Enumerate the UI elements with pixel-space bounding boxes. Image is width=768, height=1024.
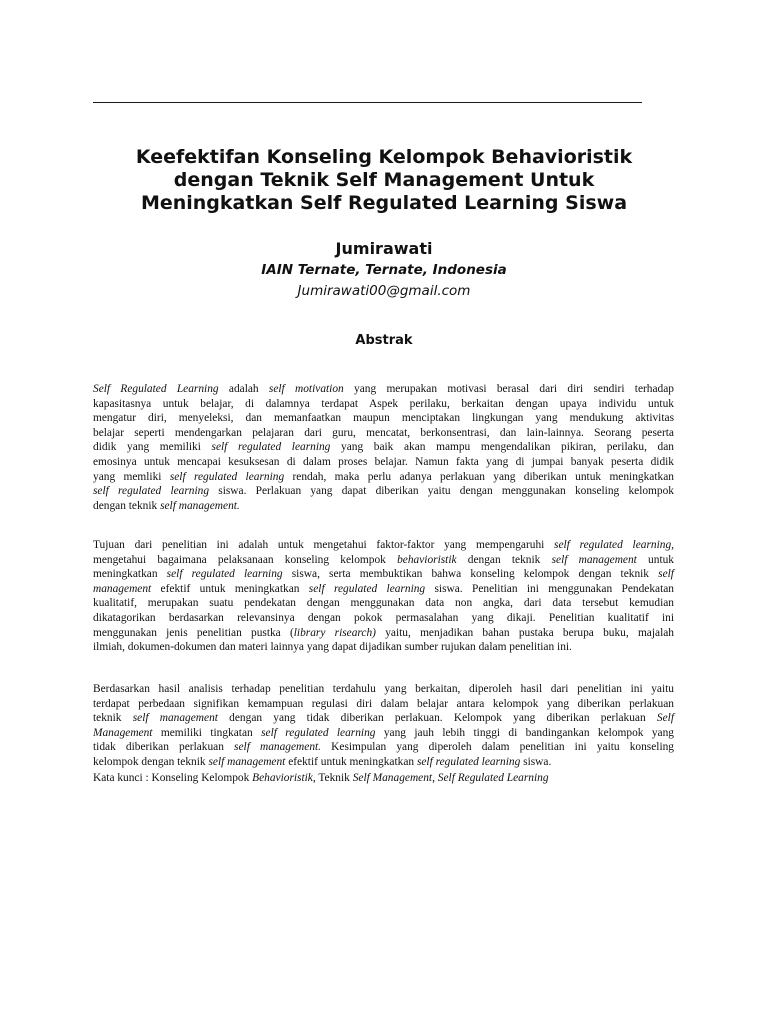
italic-term: Self Regulated Learning [93,383,219,395]
italic-term: self management. [234,741,322,754]
text-run: yang baik akan mampu mengendalikan pikiran, perilaku, dan [330,441,674,454]
italic-term: self regulated learning [169,470,285,483]
paragraph-line [93,382,674,397]
author-name: Jumirawati [335,239,433,258]
italic-term: Management [93,726,153,739]
abstract-paragraph [93,682,674,770]
title-line: Keefektifan Konseling Kelompok Behavioristik [135,146,633,168]
text-run: adalah [218,383,269,395]
text-run: didik yang memiliki [93,441,212,454]
paragraph-line [93,711,674,726]
text-run: siswa, serta membuktikan bahwa konseling kelompok dengan teknik [282,568,659,581]
text-run: siswa. Perlakuan yang dapat diberikan yaitu dengan menggunakan konseling kelompok [209,485,674,498]
author-affiliation: IAIN Ternate, Ternate, Indonesia [261,262,507,278]
paragraph-line [93,455,674,470]
text-run: kualitatif, merupakan suatu pendekatan dengan menggunakan data non angka, dari data tersebut kemudian [93,597,674,610]
italic-term: self motivation [268,383,344,395]
paragraph-line [93,611,674,626]
text-run: tidak diberikan perlakuan [93,741,235,754]
header-rule [93,102,642,103]
italic-term: self regulated learning [261,726,376,739]
text-run: rendah, maka perlu adanya perlakuan yang diberikan untuk meningkatkan [284,470,674,483]
text-run: yang jauh lebih tinggi di bandingankan kelompok yang [375,726,674,739]
text-run: yaitu, menjadikan bahan pustaka berupa buku, majalah [375,626,675,639]
italic-term: self management [132,712,218,725]
paragraph-line [93,553,674,568]
paragraph-line [93,484,674,499]
paragraph-line [93,397,674,412]
italic-term: self regulated learning [416,755,521,768]
italic-term: Self Management [352,772,433,784]
text-run: kapasitasnya untuk belajar, di dalamnya terdapat Aspek perilaku, berkaitan dengan upaya individu untuk [93,397,674,410]
text-run: Berdasarkan hasil analisis terhadap penelitian terdahulu yang berkaitan, diperoleh hasil dari penelitian ini yaitu [93,683,674,695]
italic-term: self regulated learning [308,582,426,595]
paragraph-line [93,682,674,697]
keywords-line [93,771,674,786]
text-run: kelompok dengan teknik [93,755,209,768]
paragraph-line [93,626,674,641]
abstract-heading: Abstrak [355,333,413,348]
text-run: teknik [93,712,133,725]
paragraph-line [93,499,674,514]
paragraph-line [93,640,674,655]
paper-title [90,146,678,215]
italic-term: self [658,568,674,581]
text-run: dengan teknik [93,499,161,512]
paragraph-line [93,740,674,755]
text-run: siswa. Penelitian ini menggunakan Pendekatan [425,582,674,595]
text-run: efektif untuk meningkatkan [151,582,309,595]
italic-term: self regulated learning [166,568,283,581]
abstract-paragraph [93,538,674,655]
paragraph-line [93,426,674,441]
text-run: Kesimpulan yang diperoleh dalam penelitian ini yaitu konseling [321,741,675,754]
text-run: mengatur diri, menyeleksi, dan memanfaatkan maupun menciptakan lingkungan yang mendukung aktivitas [93,412,674,425]
text-run: terdapat perbedaan signifikan kemampuan regulasi diri dalam belajar antara kelompok yang diberikan perlakuan [93,697,674,710]
text-run: , [432,772,438,784]
paragraph-line [93,697,674,712]
text-run: mengetahui bagaimana pelaksanaan konseling kelompok [93,553,398,566]
italic-term: Behavioristik [252,772,313,784]
paragraph-line [93,411,674,426]
text-run: yang memliki [93,470,170,483]
paragraph-line [93,567,674,582]
author-email: Jumirawati00@gmail.com [297,283,471,299]
text-run: ilmiah, dokumen-dokumen dan materi lainnya yang dapat dijadikan sumber rujukan dalam penelitian ini. [93,641,572,654]
text-run: untuk [636,553,675,566]
italic-term: Self [656,712,674,725]
text-run: dengan yang tidak diberikan perlakuan. Kelompok yang diberikan perlakuan [217,712,657,725]
italic-term: self regulated learning [211,441,331,454]
text-run: meningkatkan [93,568,167,581]
paragraph-line [93,440,674,455]
text-run: belajar seperti mendengarkan pelajaran dari guru, mencatat, berkonsentrasi, dan lain-lainnya. Seorang peserta [93,426,674,439]
text-run: emosinya untuk mencapai kesuksesan di dalam proses belajar. Namun fakta yang di jumpai banyak peserta didik [93,455,674,468]
italic-term: self management [208,755,286,768]
text-run: efektif untuk meningkatkan [285,755,417,768]
italic-term: self regulated learning [93,485,210,498]
text-run: yang merupakan motivasi berasal dari diri sendiri terhadap [343,383,674,395]
italic-term: behavioristik [397,553,457,566]
text-run: Kata kunci : Konseling Kelompok [93,772,253,784]
text-run: dikatagorikan berdasarkan relevansinya dengan pokok permasalahan yang dikaji. Penelitian kualitatif ini [93,611,674,624]
paragraph-line [93,538,674,553]
italic-term: library risearch) [293,626,376,639]
text-run: menggunakan jenis penelitian pustka ( [93,626,294,639]
italic-term: management [93,582,152,595]
italic-term: self regulated learning, [554,539,674,551]
paragraph-line [93,596,674,611]
paragraph-line [93,582,674,597]
title-line: Meningkatkan Self Regulated Learning Siswa [140,192,628,214]
paragraph-line [93,470,674,485]
text-run: Tujuan dari penelitian ini adalah untuk mengetahui faktor-faktor yang mempengaruhi [93,539,555,551]
text-run: siswa. [520,755,552,768]
paragraph-line [93,755,674,770]
text-run: memiliki tingkatan [152,726,262,739]
title-line: dengan Teknik Self Management Untuk [173,169,595,191]
italic-term: self management [551,553,637,566]
text-run: , Teknik [312,772,353,784]
paragraph-line [93,726,674,741]
text-run: dengan teknik [456,553,552,566]
italic-term: Self Regulated Learning [437,772,549,784]
italic-term: self management. [160,499,240,512]
abstract-paragraph [93,382,674,513]
